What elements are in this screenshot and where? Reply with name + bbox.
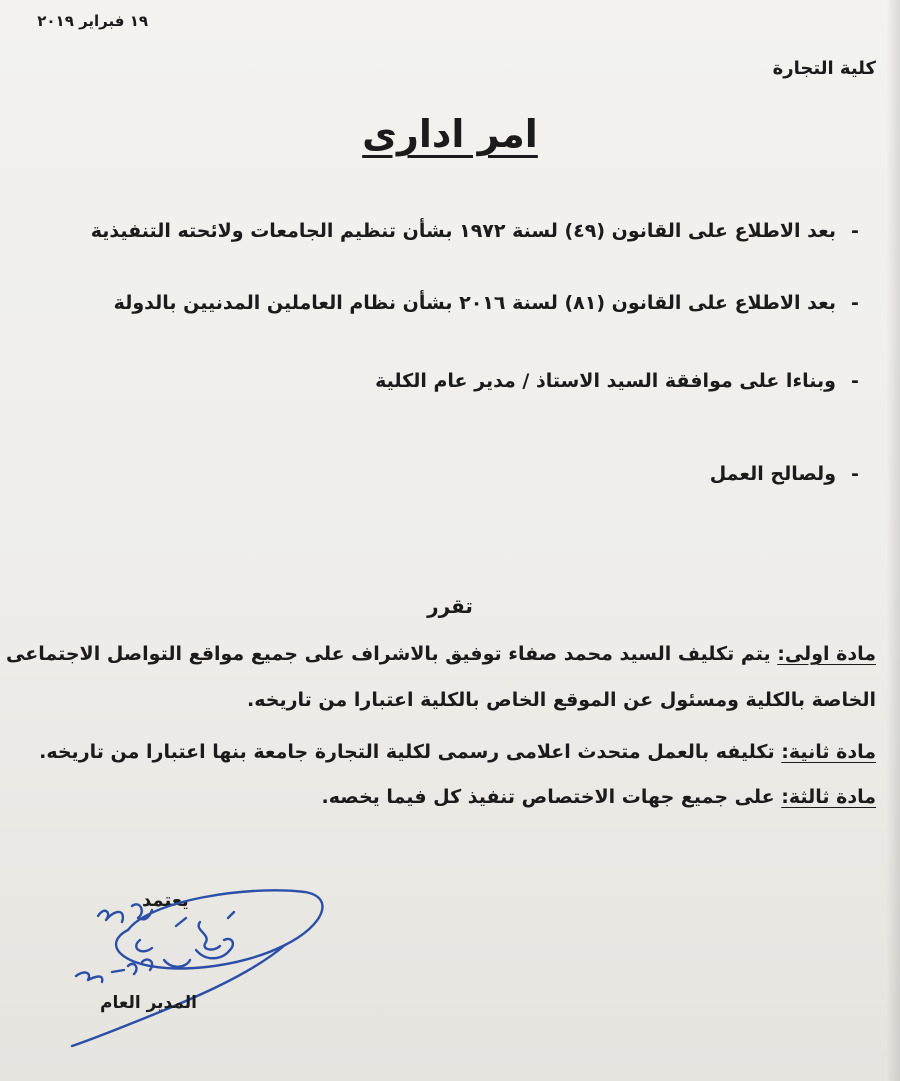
article-first-label: مادة اولى: [777, 643, 876, 665]
bullet-dash: - [851, 292, 859, 314]
preamble-text: وبناءا على موافقة السيد الاستاذ / مدير عام الكلية [375, 370, 836, 392]
decision-heading: تقرر [427, 594, 473, 618]
preamble-text: ولصالح العمل [709, 463, 836, 485]
faculty-name: كلية التجارة [772, 58, 876, 79]
preamble-text: بعد الاطلاع على القانون (٨١) لسنة ٢٠١٦ بشأن نظام العاملين المدنيين بالدولة [113, 292, 836, 314]
approval-label: يعتمد [142, 890, 189, 911]
article-second-text: تكليفه بالعمل متحدث اعلامى رسمى لكلية التجارة جامعة بنها اعتبارا من تاريخه. [39, 741, 775, 763]
article-third-text: على جميع جهات الاختصاص تنفيذ كل فيما يخصه. [321, 786, 775, 808]
bullet-dash: - [851, 220, 859, 242]
bullet-dash: - [851, 463, 859, 485]
signature-ink [72, 890, 322, 1046]
general-director-title: المدير العام [100, 993, 197, 1013]
article-second-label: مادة ثانية: [781, 741, 876, 763]
preamble-text: بعد الاطلاع على القانون (٤٩) لسنة ١٩٧٢ بشأن تنظيم الجامعات ولائحته التنفيذية [90, 220, 836, 242]
article-third-label: مادة ثالثة: [781, 786, 876, 808]
article-first-continuation: الخاصة بالكلية ومسئول عن الموقع الخاص بالكلية اعتبارا من تاريخه. [247, 689, 876, 711]
document-title: امر ادارى [362, 112, 538, 156]
article-first-text: يتم تكليف السيد محمد صفاء توفيق بالاشراف على جميع مواقع التواصل الاجتماعى [6, 643, 771, 665]
document-date: ١٩ فبراير ٢٠١٩ [37, 12, 148, 30]
bullet-dash: - [851, 370, 859, 392]
